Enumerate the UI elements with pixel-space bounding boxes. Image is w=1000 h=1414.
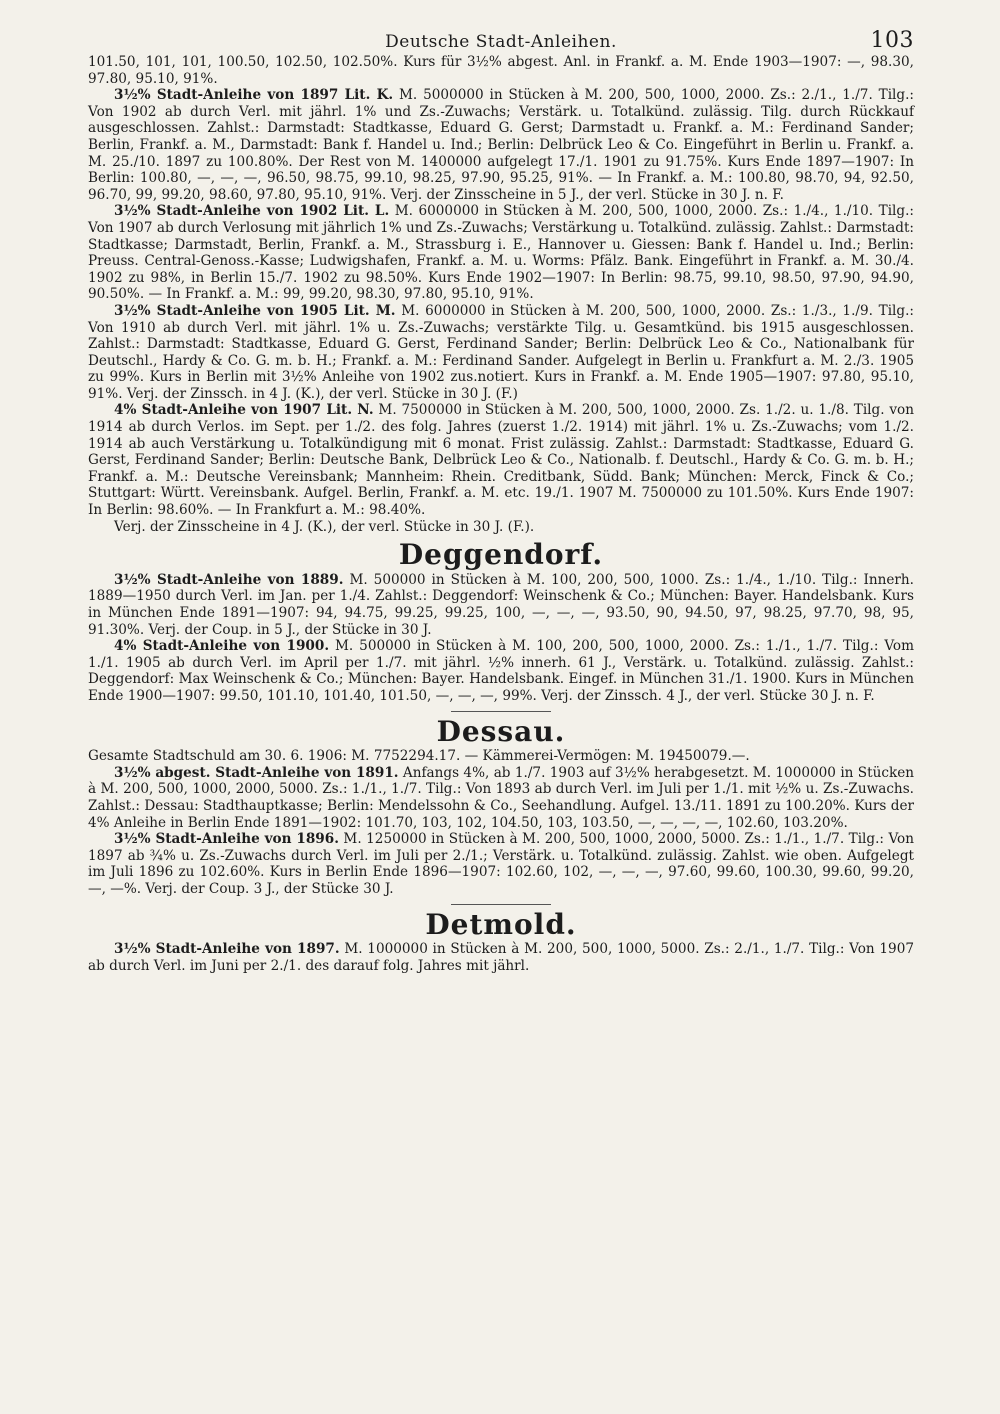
city-heading-detmold: Detmold.	[425, 907, 577, 941]
loan-heading: 3½% Stadt-Anleihe von 1902 Lit. L.	[114, 203, 390, 220]
page-number: 103	[870, 28, 914, 53]
section-divider	[451, 904, 551, 905]
darmstadt-loan-1905	[88, 303, 914, 403]
loan-body: M. 7500000 in Stücken à M. 200, 500, 1000, 2000. Zs. 1./2. u. 1./8. Tilg. von 1914 ab durch Verlos. im Sept. per 1./2. des folg. Jahres (zuerst 1./2. 1914) mit jährl. 1% u. Zs.-Zuwachs; vom 1./2. 1914 ab auch Verstärkung u. Totalkündigung mit 6 monat. Frist zulässig. Zahlst.: Darmstadt: Stadtkasse, Eduard G. Gerst, Ferdinand Sander; Berlin: Deutsche Bank, Delbrück Leo & Co., Nationalb. f. Deutschl., Hardy & Co. G. m. b. H.; Frankf. a. M.: Deutsche Vereinsbank; Mannheim: Rhein. Creditbank, Südd. Bank; München: Merck, Finck & Co.; Stuttgart: Württ. Vereinsbank. Aufgel. Berlin, Frankf. a. M. etc. 19./1. 1907 M. 7500000 zu 101.50%. Kurs Ende 1907: In Berlin: 98.60%. — In Frankfurt a. M.: 98.40%.	[88, 402, 914, 519]
dessau-loan-1896	[88, 831, 914, 897]
loan-heading: 3½% Stadt-Anleihe von 1889.	[114, 571, 344, 588]
darmstadt-verjaehrung: Verj. der Zinsscheine in 4 J. (K.), der verl. Stücke in 30 J. (F.).	[114, 518, 535, 535]
dessau-summary: Gesamte Stadtschuld am 30. 6. 1906: M. 7752294.17. — Kämmerei-Vermögen: M. 19450079.—.	[88, 748, 750, 765]
loan-body: M. 5000000 in Stücken à M. 200, 500, 1000, 2000. Zs.: 2./1., 1./7. Tilg.: Von 1902 ab durch Verl. mit jährl. 1% und Zs.-Zuwachs; Verstärk. u. Totalkünd. zulässig. Tilg. durch Rückkauf ausgeschlossen. Zahlst.: Darmstadt: Stadtkasse, Eduard G. Gerst; Darmstadt u. Frankf. a. M.: Ferdinand Sander; Berlin, Frankf. a. M., Darmstadt: Bank f. Handel u. Ind.; Berlin: Delbrück Leo & Co. Eingeführt in Berlin u. Frankf. a. M. 25./10. 1897 zu 100.80%. Der Rest von M. 1400000 aufgelegt 17./1. 1901 zu 91.75%. Kurs Ende 1897—1907: In Berlin: 100.80, —, —, —, 96.50, 98.75, 99.10, 98.25, 97.90, 95.25, 91%. — In Frankf. a. M.: 100.80, 98.70, 94, 92.50, 96.70, 99, 99.20, 98.60, 97.80, 95.10, 91%. Verj. der Zinsscheine in 5 J., der verl. Stücke in 30 J. n. F.	[88, 87, 914, 203]
loan-heading: 3½% Stadt-Anleihe von 1896.	[114, 831, 339, 848]
city-heading-deggendorf: Deggendorf.	[398, 538, 604, 572]
loan-body: M. 500000 in Stücken à M. 100, 200, 500, 1000, 2000. Zs.: 1./1., 1./7. Tilg.: Vom 1./1. 1905 ab durch Verl. im April per 1./7. mit jährl. ½% innerh. 61 J., Verstärk. u. Totalkünd. zulässig. Zahlst.: Deggendorf: Max Weinschenk & Co.; München: Bayer. Handelsbank. Eingef. in München 31./1. 1900. Kurs in München Ende 1900—1907: 99.50, 101.10, 101.40, 101.50, —, —, —, 99%. Verj. der Zinssch. 4 J., der verl. Stücke 30 J. n. F.	[88, 638, 914, 704]
section-divider	[451, 711, 551, 712]
loan-heading: 3½% Stadt-Anleihe von 1897.	[114, 941, 340, 958]
running-header	[88, 28, 914, 54]
deggendorf-loan-1900	[88, 638, 914, 704]
darmstadt-loan-1897	[88, 87, 914, 203]
running-title: Deutsche Stadt-Anleihen.	[385, 32, 617, 52]
loan-body: M. 500000 in Stücken à M. 100, 200, 500, 1000. Zs.: 1./4., 1./10. Tilg.: Innerh. 1889—1950 durch Verl. im Jan. per 1./4. Zahlst.: Deggendorf: Weinschenk & Co.; München: Bayer. Handelsbank. Kurs in München Ende 1891—1907: 94, 94.75, 99.25, 99.25, 100, —, —, —, 93.50, 90, 94.50, 97, 98.25, 97.70, 98, 95, 91.30%. Verj. der Coup. in 5 J., der Stücke in 30 J.	[88, 571, 914, 638]
loan-body: M. 6000000 in Stücken à M. 200, 500, 1000, 2000. Zs.: 1./3., 1./9. Tilg.: Von 1910 ab durch Verl. mit jährl. 1% u. Zs.-Zuwachs; verstärkte Tilg. u. Gesamtkünd. bis 1915 ausgeschlossen. Zahlst.: Darmstadt: Stadtkasse, Eduard G. Gerst, Ferdinand Sander; Berlin: Delbrück Leo & Co., Nationalbank für Deutschl., Hardy & Co. G. m. b. H.; Frankf. a. M.: Ferdinand Sander. Aufgelegt in Berlin u. Frankfurt a. M. 2./3. 1905 zu 99%. Kurs in Berlin mit 3½% Anleihe von 1902 zus.notiert. Kurs in Frankf. a. M. Ende 1905—1907: 97.80, 95.10, 91%. Verj. der Zinssch. in 4 J. (K.), der verl. Stücke in 30 J. (F.)	[88, 302, 914, 402]
page-text	[88, 54, 914, 974]
darmstadt-loan-1902	[88, 203, 914, 303]
dessau-loan-1891	[88, 765, 914, 831]
darmstadt-loan-1907	[88, 402, 914, 518]
loan-body: M. 6000000 in Stücken à M. 200, 500, 1000, 2000. Zs.: 1./4., 1./10. Tilg.: Von 1907 ab durch Verlosung mit jährlich 1% und Zs.-Zuwachs; Verstärkung u. Totalkünd. zulässig. Zahlst.: Darmstadt: Stadtkasse; Darmstadt, Berlin, Frankf. a. M., Strassburg i. E., Hannover u. Giessen: Bank f. Handel u. Ind.; Berlin: Preuss. Central-Genoss.-Kasse; Ludwigshafen, Frankf. a. M. u. Worms: Pfälz. Bank. Eingeführt in Frankf. a. M. 30./4. 1902 zu 98%, in Berlin 15./7. 1902 zu 98.50%. Kurs Ende 1902—1907: In Berlin: 98.75, 99.10, 98.50, 97.90, 94.90, 90.50%. — In Frankf. a. M.: 99, 99.20, 98.30, 97.80, 95.10, 91%.	[88, 203, 914, 303]
loan-heading: 4% Stadt-Anleihe von 1900.	[114, 638, 330, 655]
loan-body: Anfangs 4%, ab 1./7. 1903 auf 3½% herabgesetzt. M. 1000000 in Stücken à M. 200, 500, 1000, 2000, 5000. Zs.: 1./1., 1./7. Tilg.: Von 1893 ab durch Verl. im Juli per 1./1. mit ½% u. Zs.-Zuwachs. Zahlst.: Dessau: Stadthauptkasse; Berlin: Mendelssohn & Co., Seehandlung. Aufgel. 13./11. 1891 zu 100.20%. Kurs der 4% Anleihe in Berlin Ende 1891—1902: 101.70, 103, 102, 104.50, 103, 103.50, —, —, —, —, 102.60, 103.20%.	[88, 764, 914, 831]
loan-heading: 3½% Stadt-Anleihe von 1905 Lit. M.	[114, 302, 396, 319]
loan-heading: 4% Stadt-Anleihe von 1907 Lit. N.	[114, 402, 374, 419]
loan-body: M. 1000000 in Stücken à M. 200, 500, 1000, 5000. Zs.: 2./1., 1./7. Tilg.: Von 1907 ab durch Verl. im Juni per 2./1. des darauf folg. Jahres mit jährl.	[88, 941, 914, 974]
darmstadt-price-line: 101.50, 101, 101, 100.50, 102.50, 102.50%. Kurs für 3½% abgest. Anl. in Frankf. a. M. Ende 1903—1907: —, 98.30, 97.80, 95.10, 91%.	[88, 54, 914, 87]
city-heading-dessau: Dessau.	[436, 714, 566, 748]
deggendorf-loan-1889	[88, 572, 914, 638]
detmold-loan-1897	[88, 941, 914, 974]
loan-heading: 3½% Stadt-Anleihe von 1897 Lit. K.	[114, 87, 394, 104]
loan-heading: 3½% abgest. Stadt-Anleihe von 1891.	[114, 764, 399, 781]
loan-body: M. 1250000 in Stücken à M. 200, 500, 1000, 2000, 5000. Zs.: 1./1., 1./7. Tilg.: Von 1897 ab ¾% u. Zs.-Zuwachs durch Verl. im Juli per 2./1.; Verstärk. u. Totalkünd. zulässig. Zahlst. wie oben. Aufgelegt im Juli 1896 zu 102.60%. Kurs in Berlin Ende 1896—1907: 102.60, 102, —, —, —, 97.60, 99.60, 100.30, 99.60, 99.20, —, —%. Verj. der Coup. 3 J., der Stücke 30 J.	[88, 831, 914, 897]
